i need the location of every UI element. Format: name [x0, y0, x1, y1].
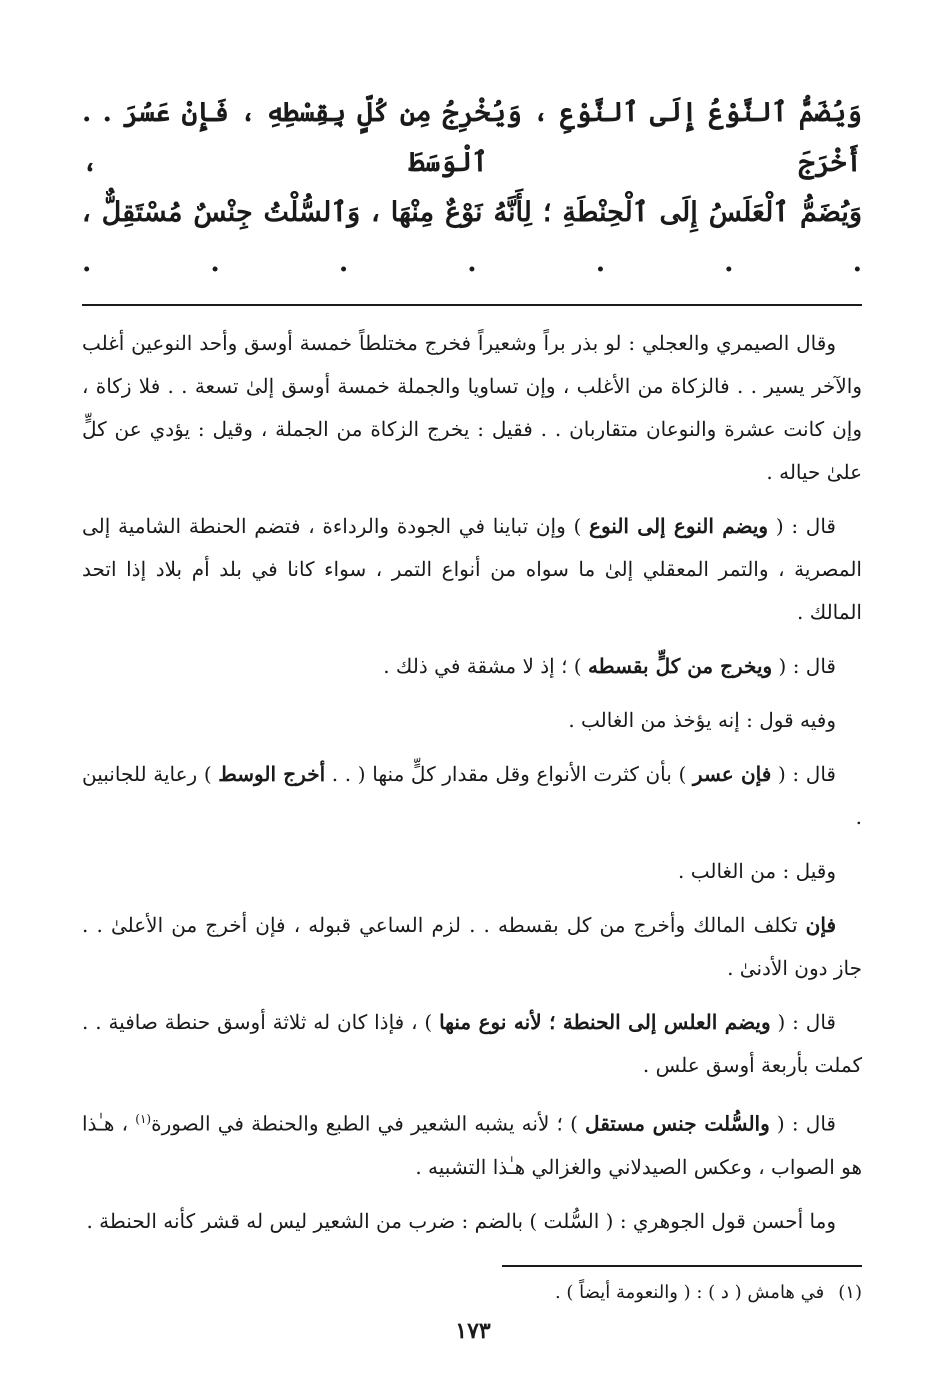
commentary-text: تكلف المالك وأخرج من كل بقسطه . . لزم الساعي قبوله ، فإن أخرج من الأعلىٰ . . جاز دون الأدنىٰ .: [82, 913, 862, 980]
matn-quote: ويضم النوع إلى النوع: [589, 514, 769, 538]
matn-quote: أخرج الوسط: [218, 762, 326, 786]
commentary-text: وما أحسن قول الجوهري : ( السُّلت ) بالضم : ضرب من الشعير ليس له قشر كأنه الحنطة .: [86, 1208, 836, 1233]
commentary-text: ) رعاية للجانبين .: [82, 762, 862, 829]
commentary-text: ) بأن كثرت الأنواع وقل مقدار كلٍّ منها ( . .: [325, 762, 693, 786]
commentary-paragraph: [82, 322, 862, 494]
commentary-paragraph: [82, 699, 862, 742]
commentary-text: وقيل : من الغالب .: [678, 859, 836, 883]
commentary-text: ) ، فإذا كان له ثلاثة أوسق حنطة صافية . . كملت بأربعة أوسق علس .: [82, 1010, 862, 1077]
matn-quote: فإن: [805, 913, 836, 937]
commentary-text: قال : (: [772, 654, 836, 678]
commentary-paragraph: [82, 1098, 862, 1189]
commentary-text: ) ؛ إذ لا مشقة في ذلك .: [383, 654, 588, 678]
page-number: ١٧٣: [455, 1318, 491, 1344]
matn-quote: والسُّلت جنس مستقل: [585, 1111, 770, 1136]
commentary-text: قال : (: [769, 1111, 836, 1136]
page-body: [82, 88, 862, 1348]
footnote: [82, 1277, 862, 1309]
footnote-text: في هامش ( د ) : ( والنعومة أيضاً ) .: [554, 1281, 825, 1303]
commentary-text: قال : (: [768, 514, 836, 538]
matn-quote: ويخرج من كلٍّ بقسطه: [587, 654, 773, 678]
matn-quote: ويضم العلس إلى الحنطة ؛ لأنه نوع منها: [439, 1010, 771, 1034]
commentary-text: ) ؛ لأنه يشبه الشعير في الطبع والحنطة في الصورة: [151, 1111, 586, 1136]
matn-line: وَيُضَمُّ ٱلْعَلَسُ إِلَى ٱلْحِنْطَةِ ؛ لِأَنَّهُ نَوْعٌ مِنْهَا ، وَٱلسُّلْتُ جِنْسٌ مُسْتَقِلٌّ ، . . . . . . .: [82, 197, 862, 278]
footnote-ref: (١): [135, 1112, 152, 1126]
commentary-paragraph: [82, 505, 862, 634]
commentary-paragraph: [82, 850, 862, 893]
commentary-text: وقال الصيمري والعجلي : لو بذر براً وشعيراً فخرج مختلطاً خمسة أوسق وأحد النوعين أغلب والآخر يسير . . فالزكاة من الأغلب ، وإن تساويا والجملة خمسة أوسق إلىٰ تسعة . . فلا زكاة ، وإن كانت عشرة والنوعان متقاربان . . فقيل : يخرج الزكاة من الجملة ، وقيل : يؤدي عن كلٍّ علىٰ حياله .: [82, 331, 862, 484]
commentary-paragraph: [82, 645, 862, 688]
matn-quote: فإن عسر: [692, 762, 772, 786]
commentary-text: ) وإن تباينا في الجودة والرداءة ، فتضم الحنطة الشامية إلى المصرية ، والتمر المعقلي إلىٰ ما سواه من أنواع التمر ، سواء كانا في بلد أم بلاد إذا اتحد المالك .: [82, 514, 862, 624]
commentary-paragraph: [82, 753, 862, 839]
commentary-text: وفيه قول : إنه يؤخذ من الغالب .: [568, 708, 836, 732]
matn-line: وَيُضَمُّ ٱلنَّوْعُ إِلَى ٱلنَّوْعِ ، وَيُخْرِجُ مِن كُلٍّ بِقِسْطِهِ ، فَإِنْ عَسُرَ . . أَخْرَجَ ٱلْوَسَطَ ،: [82, 97, 862, 178]
commentary-text: قال : (: [771, 762, 836, 786]
commentary: [82, 322, 862, 1243]
footnote-number: (١): [838, 1281, 862, 1303]
footnote-divider: [502, 1265, 862, 1267]
commentary-text: ، هـٰذا هو الصواب ، وعكس الصيدلاني والغزالي هـٰذا التشبيه .: [82, 1111, 862, 1179]
commentary-paragraph: [82, 1001, 862, 1087]
matn-divider: [82, 304, 862, 306]
commentary-paragraph: [82, 904, 862, 990]
commentary-paragraph: [82, 1200, 862, 1243]
matn-text: [82, 88, 862, 288]
commentary-text: قال : (: [770, 1010, 836, 1034]
